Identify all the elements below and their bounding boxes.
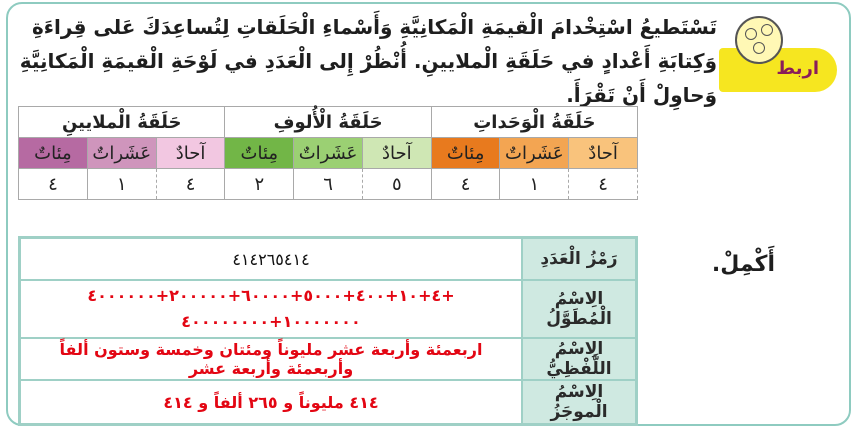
column-header: عَشَراتٌ: [500, 138, 569, 169]
verbal-value: اربعمئة وأربعة عشر مليوناً ومئتان وخمسة وستون ألفاً وأربعمئة وأربعة عشر: [20, 338, 523, 380]
digit-cell: ٦: [294, 169, 363, 200]
digit-cell: ٤: [569, 169, 638, 200]
column-header: آحادٌ: [156, 138, 225, 169]
column-header: مِئاتٌ: [19, 138, 88, 169]
column-header: عَشَراتٌ: [87, 138, 156, 169]
label-short: الِاسْمُ الْموجَزُ: [522, 380, 637, 425]
label-symbol: رَمْزُ الْعَدَدِ: [522, 238, 637, 281]
column-header: مِئاتٌ: [431, 138, 500, 169]
digit-cell: ١: [87, 169, 156, 200]
expanded-line-2: ١٠٠٠٠٠٠٠+٤٠٠٠٠٠٠٠٠: [181, 312, 361, 331]
period-millions: حَلَقَةُ الْملايينِ: [19, 107, 225, 138]
period-thousands: حَلَقَةُ الْأُلوفِ: [225, 107, 431, 138]
column-header: مِئاتٌ: [225, 138, 294, 169]
label-expanded: الِاسْمُ الْمُطَوَّلُ: [522, 280, 637, 338]
label-verbal: الِاسْمُ اللَّفْظِيُّ: [522, 338, 637, 380]
digit-cell: ٤: [19, 169, 88, 200]
complete-label: أَكْمِلْ.: [711, 252, 775, 277]
connect-badge: [719, 14, 837, 96]
expanded-value: [20, 280, 523, 338]
number-forms-table: [18, 236, 638, 426]
lightbulb-icon: [735, 16, 783, 64]
digit-cell: ٢: [225, 169, 294, 200]
expanded-line-1: ٤+١٠+٤٠٠+٥٠٠٠+٦٠٠٠٠+٢٠٠٠٠٠+٤٠٠٠٠٠٠+: [87, 286, 455, 305]
column-header: آحادٌ: [362, 138, 431, 169]
digit-cell: ٥: [362, 169, 431, 200]
short-value: ٤١٤ مليوناً و ٢٦٥ ألفاً و ٤١٤: [20, 380, 523, 425]
digit-cell: ٤: [431, 169, 500, 200]
digit-cell: ٤: [156, 169, 225, 200]
place-value-chart: [18, 106, 638, 200]
digit-cell: ١: [500, 169, 569, 200]
column-header: آحادٌ: [569, 138, 638, 169]
intro-text: تَسْتَطيعُ اسْتِخْدامَ الْقيمَةِ الْمَكانِيَّةِ وَأَسْماءِ الْحَلَقاتِ لِتُساعِدَكَ عَلى قِراءَةِ وَكِتابَةِ أَعْدادٍ في حَلَقَةِ الْملايينِ. أُنْظُرْ إِلى الْعَدَدِ في لَوْحَةِ الْقيمَةِ الْمَكانِيَّةِ وَحاوِلْ أَنْ تَقْرَأَ.: [19, 15, 717, 107]
period-units: حَلَقَةُ الْوَحَداتِ: [431, 107, 637, 138]
badge-label: اربط: [776, 58, 819, 79]
column-header: عَشَراتٌ: [294, 138, 363, 169]
symbol-value: ٤١٤٢٦٥٤١٤: [20, 238, 523, 281]
